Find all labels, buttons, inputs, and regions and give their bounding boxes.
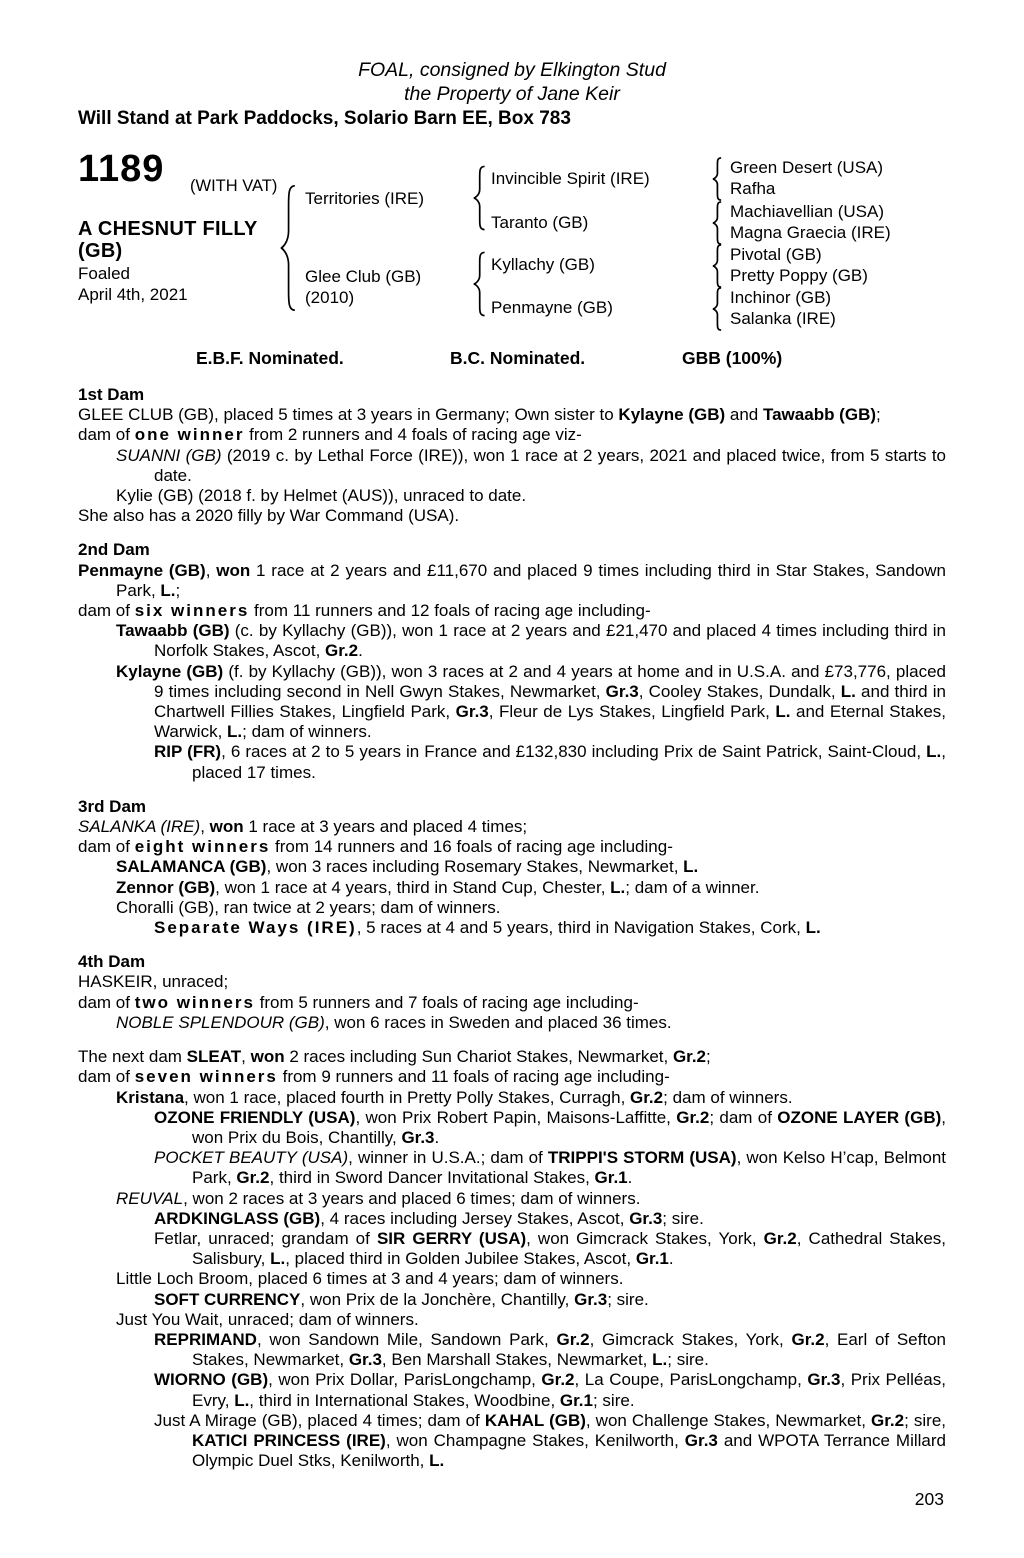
catalogue-paragraph [78,1310,946,1330]
pedigree-ancestor: Rafha [730,179,776,198]
pedigree-section [78,540,946,782]
text-run: Gr.3 [401,1127,435,1147]
pedigree-section [78,797,946,938]
catalogue-paragraph [78,1108,946,1148]
text-run: from 14 runners and 16 foals of racing age including- [270,837,673,857]
text-run: ; sire. [667,1350,709,1370]
text-run: , [241,1047,251,1067]
pedigree-ancestor: Pivotal (GB) [730,245,822,264]
catalogue-paragraph [78,817,946,837]
text-run: . [358,641,363,661]
text-run: (c. by Kyllachy (GB)), won 1 race at 2 years and £21,470 and placed 4 times including third in Norfolk Stakes, Ascot, [154,621,946,661]
text-run: (f. by Kyllachy (GB)), won 3 races at 2 and 4 years at home and in U.S.A. and £73,776, placed 9 times including second in Nell Gwyn Stakes, Newmarket, [154,661,946,701]
text-run: won [209,817,244,837]
text-run: The next dam [78,1047,187,1067]
text-run: L. [270,1249,286,1269]
catalogue-paragraph [78,972,946,992]
text-run: L. [610,877,626,897]
dam-year: (2010) [305,288,355,307]
text-run: Gr.1 [559,1390,593,1410]
catalogue-paragraph [78,837,946,857]
text-run: POCKET BEAUTY (USA) [154,1148,349,1168]
text-run: , won Challenge Stakes, Newmarket, [585,1410,872,1430]
text-run: Gr.2 [791,1329,825,1349]
text-run: 1 race at 3 years and placed 4 times; [243,817,528,837]
text-run: , won Champagne Stakes, Kenilworth, [385,1430,685,1450]
text-run: , won Kelso H’cap, Belmont Park, [192,1148,946,1188]
text-run: dam of [78,837,135,857]
text-run: L. [840,681,856,701]
text-run: Little Loch Broom, placed 6 times at 3 and 4 years; dam of winners. [116,1269,624,1289]
text-run: ; dam of a winner. [625,877,760,897]
text-run: L. [652,1350,668,1370]
text-run: , 5 races at 4 and 5 years, third in Navigation Stakes, Cork, [356,918,806,938]
text-run: Kylayne (GB) [116,661,224,681]
text-run: HASKEIR, unraced; [78,972,229,992]
ebf-nominated: E.B.F. Nominated. [196,348,344,368]
text-run: OZONE FRIENDLY (USA) [154,1107,356,1127]
catalogue-paragraph [78,1047,946,1067]
pedigree-block [78,148,946,335]
text-run: Choralli (GB), ran twice at 2 years; dam of winners. [116,897,501,917]
text-run: , won 2 races at 3 years and placed 6 times; dam of winners. [183,1188,641,1208]
catalogue-paragraph [78,405,946,425]
text-run: KATICI PRINCESS (IRE) [192,1430,386,1450]
text-run: Kylie (GB) (2018 f. by Helmet (AUS)), unraced to date. [116,486,527,506]
text-run: Gr.1 [594,1168,628,1188]
text-run: Just You Wait, unraced; dam of winners. [116,1309,419,1329]
text-run: Fetlar, unraced; grandam of [154,1228,377,1248]
text-run: two winners [134,992,255,1012]
dam-name: Glee Club (GB) [305,267,422,286]
text-run: , La Coupe, ParisLongchamp, [574,1370,808,1390]
text-run: , Gimcrack Stakes, York, [589,1329,792,1349]
consignor-line: FOAL, consigned by Elkington Stud [358,59,666,81]
text-run: from 5 runners and 7 foals of racing age including- [254,992,639,1012]
text-run: Kristana [116,1087,185,1107]
sire-name: Territories (IRE) [305,189,425,208]
text-run: L. [234,1390,250,1410]
text-run: Gr.3 [807,1370,841,1390]
text-run: , winner in U.S.A.; dam of [348,1148,548,1168]
text-run: , won 3 races including Rosemary Stakes, Newmarket, [266,857,684,877]
text-run: , third in International Stakes, Woodbine, [249,1390,560,1410]
bc-nominated: B.C. Nominated. [450,348,586,368]
catalogue-paragraph [78,742,946,782]
pedigree-ancestor: Pretty Poppy (GB) [730,266,868,285]
text-run: Just A Mirage (GB), placed 4 times; dam of [154,1410,485,1430]
text-run: Gr.2 [676,1107,710,1127]
text-run: , placed 17 times. [192,742,946,782]
text-run: and WPOTA Terrance Millard Olympic Duel Stks, Kenilworth, [192,1430,946,1471]
text-run: Gr.2 [325,641,359,661]
text-run: dam of [78,1067,135,1087]
pedigree-section [78,385,946,526]
text-run: L. [775,702,791,722]
text-run: SIR GERRY (USA) [376,1228,527,1248]
text-run: Gr.2 [630,1087,664,1107]
text-run: , won Prix Dollar, ParisLongchamp, [268,1370,542,1390]
section-heading: 2nd Dam [78,540,150,560]
text-run: , Ben Marshall Stakes, Newmarket, [381,1350,653,1370]
catalogue-paragraph [78,662,946,743]
text-run: . [627,1168,633,1188]
catalogue-paragraph [78,993,946,1013]
text-run: L. [160,580,176,600]
text-run: Gr.3 [684,1430,718,1450]
text-run: , 6 races at 2 to 5 years in France and £132,830 including Prix de Saint Patrick, Saint-Cloud, [221,742,927,762]
text-run: seven winners [134,1067,278,1087]
text-run: , won Prix du Bois, Chantilly, [192,1107,946,1147]
text-run: won [216,560,251,580]
text-run: KAHAL (GB) [484,1410,586,1430]
horse-country: (GB) [78,240,123,262]
text-run: from 9 runners and 11 foals of racing age including- [277,1067,670,1087]
foaled-date: April 4th, 2021 [78,285,188,304]
horse-name: A CHESNUT FILLY [78,218,258,240]
text-run: Gr.3 [574,1289,608,1309]
gbb-note: GBB (100%) [682,348,783,368]
text-run: L. [805,918,821,938]
section-heading: 4th Dam [78,952,146,972]
text-run: Gr.2 [236,1168,270,1188]
text-run: , won Prix de la Jonchère, Chantilly, [300,1289,575,1309]
text-run: Kylayne (GB) [618,405,726,425]
pedigree-section [78,1047,946,1471]
catalogue-paragraph [78,1290,946,1310]
text-run: 1 race at 2 years and £11,670 and placed 9 times including third in Star Stakes, Sandown Park, [116,560,946,600]
catalogue-paragraph [78,1209,946,1229]
text-run: won [250,1047,285,1067]
text-run: , Cathedral Stakes, Salisbury, [192,1228,947,1269]
text-run: SUANNI (GB) [116,445,222,465]
pedigree-section [78,952,946,1033]
text-run: Gr.3 [348,1350,382,1370]
pedigree-ancestor: Machiavellian (USA) [730,202,884,221]
text-run: OZONE LAYER (GB) [777,1107,942,1127]
text-run: (2019 c. by Lethal Force (IRE)), won 1 race at 2 years, 2021 and placed twice, from 5 starts to date. [154,445,946,485]
catalogue-paragraph [78,506,946,526]
catalogue-paragraph [78,1013,946,1033]
text-run: Gr.3 [455,702,489,722]
text-run: Gr.2 [556,1329,590,1349]
text-run: L. [683,857,699,877]
catalogue-paragraph [78,1330,946,1370]
text-run: and Eternal Stakes, Warwick, [154,702,947,742]
text-run: , placed third in Golden Jubilee Stakes, Ascot, [285,1249,636,1269]
text-run: ; sire. [607,1289,649,1309]
text-run: Gr.3 [605,681,639,701]
catalogue-paragraph [78,1148,946,1188]
text-run: , 4 races including Jersey Stakes, Ascot, [320,1208,630,1228]
text-run: , won Prix Robert Papin, Maisons-Laffitte, [355,1107,677,1127]
text-run: ; sire. [592,1390,635,1410]
text-run: from 2 runners and 4 foals of racing age viz- [244,425,582,445]
catalogue-paragraph [78,601,946,621]
catalogue-paragraph [78,425,946,445]
text-run: , Cooley Stakes, Dundalk, [638,681,841,701]
text-run: Gr.2 [541,1370,575,1390]
pedigree-ancestor: Taranto (GB) [491,213,589,232]
text-run: Tawaabb (GB) [116,621,230,641]
text-run: SLEAT [186,1047,242,1067]
section-heading: 1st Dam [78,385,145,404]
text-run: Zennor (GB) [116,877,216,897]
catalogue-paragraph [78,446,946,486]
text-run: She also has a 2020 filly by War Command (USA). [78,506,460,526]
pedigree-ancestor: Inchinor (GB) [730,288,832,307]
catalogue-paragraph [78,1067,946,1087]
pedigree-ancestor: Invincible Spirit (IRE) [491,169,650,188]
pedigree-brace-gen3 [710,287,723,331]
text-run: ARDKINGLASS (GB) [154,1208,321,1228]
catalogue-paragraph [78,898,946,918]
nominations-row [78,348,946,370]
catalogue-paragraph [78,486,946,506]
text-run: . [434,1127,440,1147]
text-run: , won 1 race at 4 years, third in Stand Cup, Chester, [215,877,611,897]
text-run: L. [227,722,243,742]
pedigree-ancestor: Magna Graecia (IRE) [730,223,891,242]
text-run: ; [175,580,181,600]
text-run: SOFT CURRENCY [154,1289,301,1309]
pedigree-brace-gen3 [710,244,723,288]
text-run: , [205,560,217,580]
text-run: from 11 runners and 12 foals of racing age including- [249,601,651,621]
pedigree-brace-gen2-dam [470,251,487,317]
pedigree-ancestor: Kyllachy (GB) [491,255,595,274]
text-run: NOBLE SPLENDOUR (GB) [116,1012,325,1032]
catalogue-paragraph [78,621,946,661]
text-run: 2 races including Sun Chariot Stakes, Newmarket, [284,1047,673,1067]
text-run: Gr.2 [871,1410,905,1430]
catalogue-paragraph [78,1088,946,1108]
text-run: . [668,1249,674,1269]
text-run: , won Gimcrack Stakes, York, [526,1228,764,1248]
text-run: dam of [78,425,135,445]
pedigree-brace-gen2-sire [470,165,487,231]
text-run: WIORNO (GB) [154,1370,269,1390]
text-run: SALANKA (IRE) [78,817,201,837]
text-run: , Fleur de Lys Stakes, Lingfield Park, [488,702,776,722]
text-run: TRIPPI'S STORM (USA) [547,1148,737,1168]
text-run: and third in Chartwell Fillies Stakes, Lingfield Park, [154,681,946,722]
text-run: dam of [78,992,135,1012]
text-run: ; [876,405,881,425]
text-run: , Earl of Sefton Stakes, Newmarket, [192,1329,946,1370]
text-run: , third in Sword Dancer Invitational Stakes, [269,1168,595,1188]
text-run: , Prix Pelléas, Evry, [192,1370,946,1410]
catalogue-paragraph [78,878,946,898]
text-run: eight winners [134,837,271,857]
text-run: REPRIMAND [154,1329,257,1349]
text-run: dam of [78,601,135,621]
pedigree-brace-gen3 [710,201,723,245]
lot-number: 1189 [78,148,165,190]
catalogue-paragraph [78,561,946,601]
catalogue-paragraph [78,857,946,877]
text-run: Tawaabb (GB) [762,405,877,425]
section-heading: 3rd Dam [78,796,147,816]
text-run: Gr.2 [763,1228,797,1248]
text-run: ; sire. [662,1208,704,1228]
vat-note: (WITH VAT) [190,177,278,195]
property-line: the Property of Jane Keir [404,83,620,105]
text-run: , won 1 race, placed fourth in Pretty Polly Stakes, Curragh, [184,1087,631,1107]
text-run: ; dam of [709,1107,778,1127]
text-run: ; dam of winners. [242,722,372,742]
text-run: Gr.1 [635,1249,669,1269]
stand-location-line: Will Stand at Park Paddocks, Solario Barn EE, Box 783 [78,108,571,129]
text-run: , won 6 races in Sweden and placed 36 times. [324,1012,672,1032]
text-run: ; [706,1047,711,1067]
catalogue-paragraph [78,918,946,938]
text-run: one winner [134,425,245,445]
catalogue-paragraph [78,1269,946,1289]
catalogue-paragraph [78,1411,946,1472]
text-run: Separate Ways (IRE) [154,918,357,938]
pedigree-ancestor: Penmayne (GB) [491,298,613,317]
catalogue-paragraph [78,1189,946,1209]
text-run: GLEE CLUB (GB), placed 5 times at 3 years in Germany; Own sister to [78,405,619,425]
text-run: , [200,817,210,837]
text-run: ; dam of winners. [663,1087,793,1107]
text-run: Gr.3 [629,1208,663,1228]
pedigree-brace-gen1 [276,183,298,313]
text-run: six winners [134,601,250,621]
pedigree-ancestor: Green Desert (USA) [730,158,884,177]
catalogue-paragraph [78,1370,946,1410]
text-run: RIP (FR) [154,742,222,762]
text-run: REUVAL [116,1188,184,1208]
text-run: Gr.2 [672,1047,707,1067]
text-run: L. [926,742,942,762]
catalogue-paragraph [78,1229,946,1269]
text-run: ; sire, [904,1410,947,1430]
text-run: SALAMANCA (GB) [116,857,267,877]
text-run: L. [429,1451,445,1471]
foaled-label: Foaled [78,264,130,283]
pedigree-ancestor: Salanka (IRE) [730,309,836,328]
text-run: Penmayne (GB) [78,560,206,580]
pedigree-brace-gen3 [710,157,723,201]
text-run: , won Sandown Mile, Sandown Park, [256,1329,557,1349]
pedigree-sections [78,385,946,1471]
text-run: and [725,405,763,425]
page-number: 203 [914,1489,944,1509]
